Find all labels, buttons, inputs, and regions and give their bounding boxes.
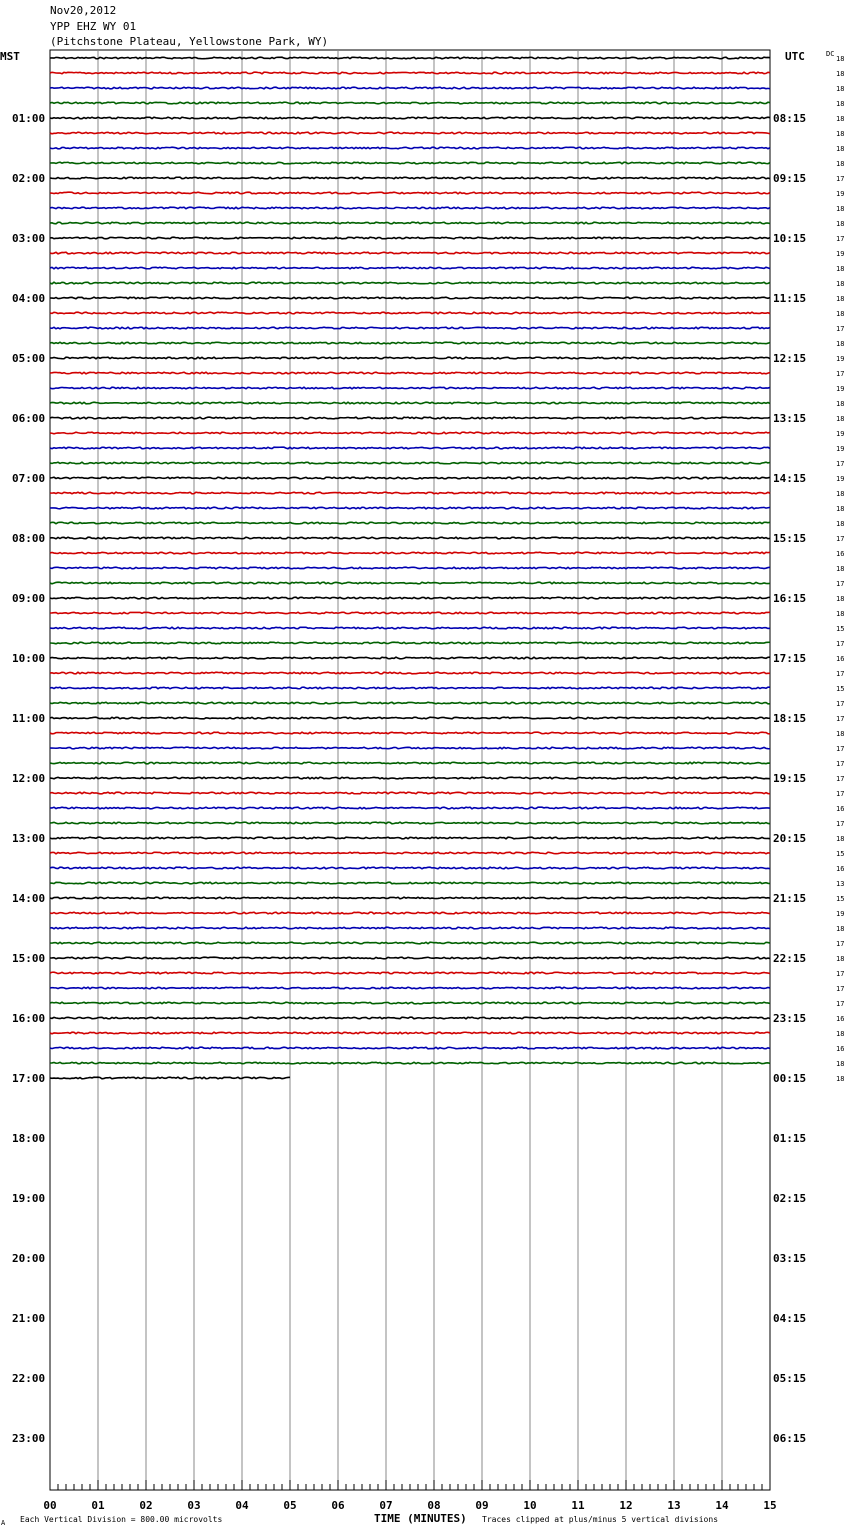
- x-tick-label: 03: [187, 1499, 201, 1512]
- seismic-trace: [50, 372, 770, 374]
- seismic-trace: [50, 147, 770, 149]
- right-time-label: 18:15: [773, 712, 807, 725]
- dc-offset-value: 17: [836, 370, 845, 378]
- dc-offset-value: 17: [836, 235, 845, 243]
- seismic-trace: [50, 237, 770, 239]
- seismic-trace: [50, 597, 770, 599]
- right-time-label: 16:15: [773, 592, 807, 605]
- dc-offset-value: 17: [836, 325, 845, 333]
- footer-mark: A: [1, 1519, 6, 1527]
- dc-offset-value: 17: [836, 715, 845, 723]
- seismic-trace: [50, 417, 770, 419]
- left-time-label: 05:00: [12, 352, 46, 365]
- seismic-trace: [50, 912, 770, 914]
- right-time-label: 03:15: [773, 1252, 807, 1265]
- dc-offset-value: 18: [836, 595, 845, 603]
- left-time-label: 10:00: [12, 652, 46, 665]
- seismic-trace: [50, 1062, 770, 1064]
- right-time-label: 20:15: [773, 832, 807, 845]
- seismic-trace: [50, 972, 770, 974]
- dc-offset-value: 18: [836, 295, 845, 303]
- scale-note: Each Vertical Division = 800.00 microvolts: [20, 1515, 223, 1524]
- seismic-trace: [50, 867, 770, 869]
- left-time-label: 21:00: [12, 1312, 46, 1325]
- dc-offset-value: 18: [836, 1060, 845, 1068]
- left-time-label: 19:00: [12, 1192, 46, 1205]
- dc-offset-value: 19: [836, 910, 845, 918]
- dc-offset-value: 17: [836, 790, 845, 798]
- seismic-trace: [50, 687, 770, 689]
- station-location: (Pitchstone Plateau, Yellowstone Park, WY): [50, 35, 329, 48]
- dc-offset-value: 17: [836, 745, 845, 753]
- x-tick-label: 00: [43, 1499, 57, 1512]
- seismic-trace: [50, 792, 770, 794]
- dc-offset-value: 17: [836, 760, 845, 768]
- left-time-label: 23:00: [12, 1432, 46, 1445]
- dc-offset-value: 15: [836, 895, 845, 903]
- x-axis-title: TIME (MINUTES): [374, 1512, 467, 1525]
- seismic-trace: [50, 957, 770, 959]
- right-time-label: 11:15: [773, 292, 807, 305]
- dc-offset-value: 17: [836, 175, 845, 183]
- right-time-label: 00:15: [773, 1072, 807, 1085]
- seismic-trace: [50, 897, 770, 899]
- right-time-label: 10:15: [773, 232, 807, 245]
- dc-offset-value: 16: [836, 865, 845, 873]
- x-tick-label: 05: [283, 1499, 297, 1512]
- seismic-trace: [50, 177, 770, 179]
- dc-offset-value: 16: [836, 1015, 845, 1023]
- dc-offset-value: 15: [836, 850, 845, 858]
- dc-offset-value: 18: [836, 955, 845, 963]
- left-time-label: 03:00: [12, 232, 46, 245]
- dc-offset-value: 17: [836, 670, 845, 678]
- right-time-label: 21:15: [773, 892, 807, 905]
- right-time-label: 22:15: [773, 952, 807, 965]
- x-tick-label: 12: [619, 1499, 633, 1512]
- right-time-label: 01:15: [773, 1132, 807, 1145]
- left-time-label: 18:00: [12, 1132, 46, 1145]
- seismic-trace: [50, 627, 770, 629]
- seismic-trace: [50, 72, 770, 74]
- dc-offset-value: 18: [836, 115, 845, 123]
- dc-offset-value: 17: [836, 940, 845, 948]
- seismic-trace: [50, 252, 770, 254]
- dc-offset-value: 19: [836, 355, 845, 363]
- x-tick-label: 10: [523, 1499, 537, 1512]
- dc-offset-value: 17: [836, 580, 845, 588]
- seismic-trace: [50, 537, 770, 539]
- right-time-label: 17:15: [773, 652, 807, 665]
- seismic-trace: [50, 282, 770, 284]
- x-tick-label: 11: [571, 1499, 585, 1512]
- seismic-trace: [50, 462, 770, 464]
- seismic-trace: [50, 852, 770, 854]
- seismic-trace: [50, 567, 770, 569]
- left-time-label: 13:00: [12, 832, 46, 845]
- dc-offset-value: 18: [836, 520, 845, 528]
- dc-offset-value: 19: [836, 445, 845, 453]
- seismic-trace: [50, 942, 770, 944]
- seismic-trace: [50, 507, 770, 509]
- seismic-trace: [50, 327, 770, 329]
- seismic-trace: [50, 762, 770, 764]
- seismic-trace: [50, 477, 770, 479]
- station-code: YPP EHZ WY 01: [50, 20, 137, 33]
- seismic-trace: [50, 1017, 770, 1019]
- right-time-label: 13:15: [773, 412, 807, 425]
- seismic-trace: [50, 732, 770, 734]
- right-time-label: 04:15: [773, 1312, 807, 1325]
- plot-date: Nov20,2012: [50, 4, 117, 17]
- seismic-trace: [50, 57, 770, 59]
- dc-offset-value: 18: [836, 265, 845, 273]
- left-time-label: 01:00: [12, 112, 46, 125]
- seismic-trace: [50, 102, 770, 104]
- seismic-trace: [50, 612, 770, 614]
- left-time-label: 17:00: [12, 1072, 46, 1085]
- dc-offset-value: 18: [836, 610, 845, 618]
- seismic-trace: [50, 987, 770, 989]
- left-time-label: 22:00: [12, 1372, 46, 1385]
- dc-offset-value: 17: [836, 640, 845, 648]
- x-tick-label: 06: [331, 1499, 345, 1512]
- right-time-label: 23:15: [773, 1012, 807, 1025]
- right-time-label: 02:15: [773, 1192, 807, 1205]
- dc-offset-value: 19: [836, 475, 845, 483]
- plot-frame: [50, 50, 770, 1490]
- dc-offset-value: 16: [836, 805, 845, 813]
- dc-offset-value: 18: [836, 1075, 845, 1083]
- seismic-trace: [50, 492, 770, 494]
- seismic-trace: [50, 162, 770, 164]
- seismic-trace: [50, 297, 770, 299]
- right-timezone-label: UTC: [785, 50, 805, 63]
- seismic-trace: [50, 432, 770, 434]
- dc-offset-value: 18: [836, 400, 845, 408]
- seismic-trace: [50, 267, 770, 269]
- dc-offset-value: 17: [836, 1000, 845, 1008]
- dc-offset-value: 18: [836, 145, 845, 153]
- dc-offset-value: 16: [836, 1045, 845, 1053]
- seismic-trace: [50, 342, 770, 344]
- right-time-label: 12:15: [773, 352, 807, 365]
- seismic-trace: [50, 402, 770, 404]
- seismic-trace: [50, 657, 770, 659]
- dc-offset-value: 19: [836, 385, 845, 393]
- left-time-label: 06:00: [12, 412, 46, 425]
- seismic-trace: [50, 777, 770, 779]
- seismic-trace: [50, 387, 770, 389]
- left-time-label: 16:00: [12, 1012, 46, 1025]
- seismic-trace: [50, 132, 770, 134]
- seismic-trace: [50, 222, 770, 224]
- x-tick-label: 09: [475, 1499, 489, 1512]
- dc-offset-value: 18: [836, 835, 845, 843]
- left-time-label: 07:00: [12, 472, 46, 485]
- dc-offset-value: 17: [836, 700, 845, 708]
- dc-offset-value: 19: [836, 190, 845, 198]
- seismic-trace: [50, 1002, 770, 1004]
- dc-offset-value: 18: [836, 925, 845, 933]
- dc-offset-value: 17: [836, 985, 845, 993]
- seismic-trace: [50, 807, 770, 809]
- seismic-trace: [50, 1047, 770, 1049]
- x-tick-label: 07: [379, 1499, 393, 1512]
- dc-offset-value: 18: [836, 415, 845, 423]
- right-time-label: 06:15: [773, 1432, 807, 1445]
- left-time-label: 14:00: [12, 892, 46, 905]
- dc-offset-value: 16: [836, 550, 845, 558]
- seismic-trace: [50, 552, 770, 554]
- seismic-trace: [50, 717, 770, 719]
- seismic-trace: [50, 822, 770, 824]
- dc-offset-value: 18: [836, 1030, 845, 1038]
- dc-offset-value: 18: [836, 100, 845, 108]
- dc-offset-value: 18: [836, 505, 845, 513]
- seismic-trace: [50, 447, 770, 449]
- dc-offset-value: 15: [836, 625, 845, 633]
- dc-offset-value: 17: [836, 970, 845, 978]
- seismic-trace: [50, 747, 770, 749]
- left-time-label: 08:00: [12, 532, 46, 545]
- dc-offset-value: 18: [836, 70, 845, 78]
- seismic-trace: [50, 702, 770, 704]
- seismic-trace: [50, 582, 770, 584]
- right-time-label: 14:15: [773, 472, 807, 485]
- dc-offset-value: 19: [836, 250, 845, 258]
- x-tick-label: 14: [715, 1499, 729, 1512]
- seismic-trace: [50, 87, 770, 89]
- dc-offset-value: 17: [836, 820, 845, 828]
- seismic-trace: [50, 642, 770, 644]
- dc-offset-value: 16: [836, 655, 845, 663]
- left-timezone-label: MST: [0, 50, 20, 63]
- x-tick-label: 01: [91, 1499, 105, 1512]
- seismic-trace: [50, 207, 770, 209]
- seismic-trace: [50, 312, 770, 314]
- dc-offset-value: 18: [836, 310, 845, 318]
- dc-offset-value: 15: [836, 685, 845, 693]
- seismic-trace: [50, 1032, 770, 1034]
- left-time-label: 09:00: [12, 592, 46, 605]
- seismic-trace: [50, 882, 770, 884]
- right-time-label: 08:15: [773, 112, 807, 125]
- dc-offset-value: 17: [836, 535, 845, 543]
- left-time-label: 11:00: [12, 712, 46, 725]
- x-tick-label: 04: [235, 1499, 249, 1512]
- seismic-trace: [50, 192, 770, 194]
- right-time-label: 05:15: [773, 1372, 807, 1385]
- x-tick-label: 08: [427, 1499, 441, 1512]
- dc-offset-value: 18: [836, 730, 845, 738]
- seismic-trace: [50, 672, 770, 674]
- x-tick-label: 02: [139, 1499, 153, 1512]
- clip-note: Traces clipped at plus/minus 5 vertical divisions: [482, 1515, 719, 1524]
- seismic-trace: [50, 357, 770, 359]
- right-time-label: 15:15: [773, 532, 807, 545]
- dc-offset-value: 17: [836, 460, 845, 468]
- left-time-label: 15:00: [12, 952, 46, 965]
- right-time-label: 09:15: [773, 172, 807, 185]
- dc-offset-value: 18: [836, 340, 845, 348]
- left-time-label: 20:00: [12, 1252, 46, 1265]
- seismic-trace: [50, 117, 770, 119]
- dc-offset-value: 18: [836, 205, 845, 213]
- dc-offset-value: 17: [836, 775, 845, 783]
- x-tick-label: 13: [667, 1499, 681, 1512]
- dc-offset-value: 13: [836, 880, 845, 888]
- seismic-trace: [50, 927, 770, 929]
- dc-offset-header: DC: [826, 50, 835, 58]
- left-time-label: 02:00: [12, 172, 46, 185]
- seismic-trace: [50, 522, 770, 524]
- left-time-label: 12:00: [12, 772, 46, 785]
- dc-offset-value: 18: [836, 490, 845, 498]
- dc-offset-value: 18: [836, 565, 845, 573]
- dc-offset-value: 18: [836, 160, 845, 168]
- seismic-trace-partial: [50, 1077, 290, 1079]
- dc-offset-value: 18: [836, 130, 845, 138]
- dc-offset-value: 18: [836, 85, 845, 93]
- seismic-trace: [50, 837, 770, 839]
- x-tick-label: 15: [763, 1499, 777, 1512]
- dc-offset-value: 18: [836, 280, 845, 288]
- dc-offset-value: 19: [836, 430, 845, 438]
- left-time-label: 04:00: [12, 292, 46, 305]
- dc-offset-value: 18: [836, 220, 845, 228]
- dc-offset-value: 18: [836, 55, 845, 63]
- right-time-label: 19:15: [773, 772, 807, 785]
